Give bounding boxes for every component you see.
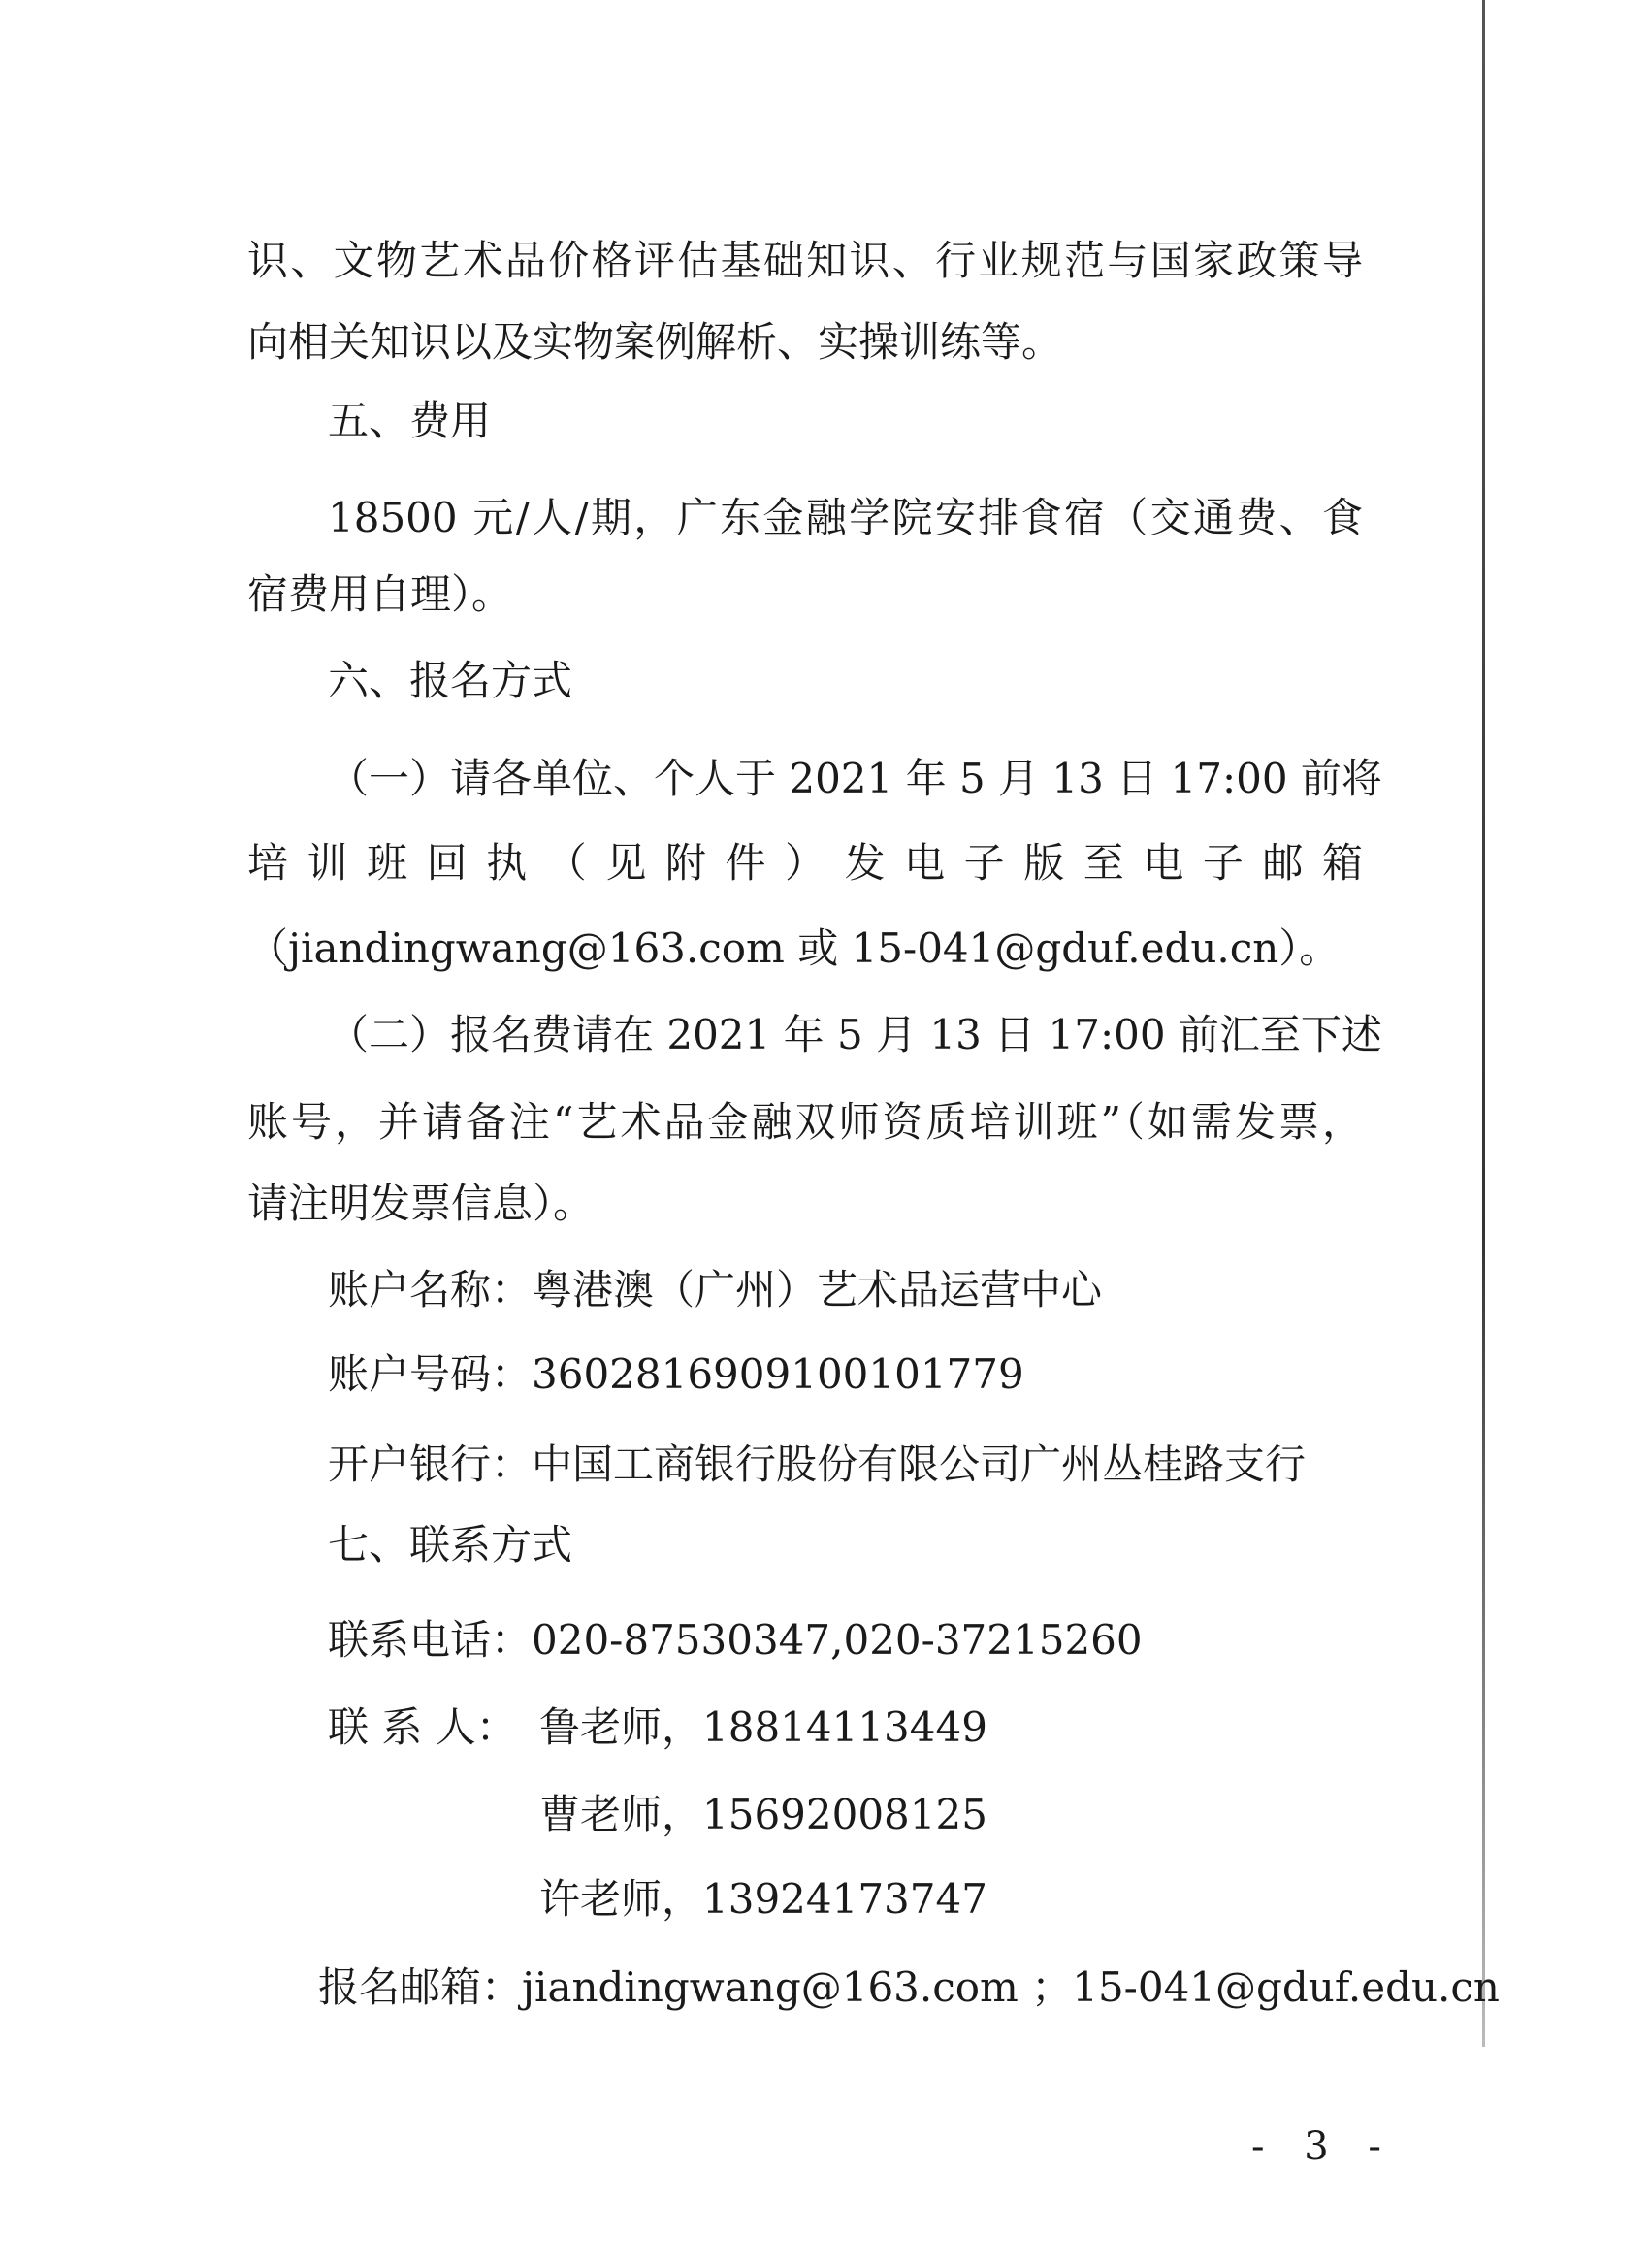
contact-label: 联 系 人：: [328, 1703, 517, 1751]
body-text: 账号，并请备注“艺术品金融双师资质培训班”（如需发票，: [247, 1098, 1363, 1146]
section-heading-fee: 五、费用: [328, 397, 492, 444]
account-name: 账户名称：粤港澳（广州）艺术品运营中心: [328, 1266, 1103, 1313]
body-text: 识、文物艺术品价格评估基础知识、行业规范与国家政策导: [247, 237, 1363, 284]
body-text: （二）报名费请在 2021 年 5 月 13 日 17:00 前汇至下述: [328, 1011, 1382, 1058]
registration-email: 报名邮箱：jiandingwang@163.com ；15-041@gduf.edu.cn: [318, 1963, 1500, 2011]
body-text: 18500 元/人/期，广东金融学院安排食宿（交通费、食: [328, 494, 1363, 541]
contact-phone: 联系电话：020-87530347,020-37215260: [328, 1616, 1143, 1664]
page-number: - 3 -: [1251, 2124, 1395, 2169]
section-heading-registration: 六、报名方式: [328, 657, 573, 704]
section-heading-contact: 七、联系方式: [328, 1521, 573, 1569]
body-text: （jiandingwang@163.com 或 15-041@gduf.edu.cn）。: [247, 924, 1341, 972]
bank-name: 开户银行：中国工商银行股份有限公司广州丛桂路支行: [328, 1441, 1307, 1488]
body-text: 向相关知识以及实物案例解析、实操训练等。: [247, 318, 1063, 366]
scan-edge-line: [1482, 0, 1485, 2047]
body-text: 请注明发票信息）。: [247, 1180, 595, 1227]
body-text: （一）请各单位、个人于 2021 年 5 月 13 日 17:00 前将: [328, 755, 1382, 802]
contact-person: 鲁老师，18814113449: [539, 1703, 987, 1751]
account-number: 账户号码：3602816909100101779: [328, 1350, 1024, 1398]
body-text: 宿费用自理）。: [247, 570, 513, 618]
body-text: 培 训 班 回 执 （ 见 附 件 ） 发 电 子 版 至 电 子 邮 箱: [247, 839, 1363, 887]
contact-person: 曹老师，15692008125: [539, 1791, 987, 1838]
contact-person: 许老师，13924173747: [539, 1875, 987, 1923]
